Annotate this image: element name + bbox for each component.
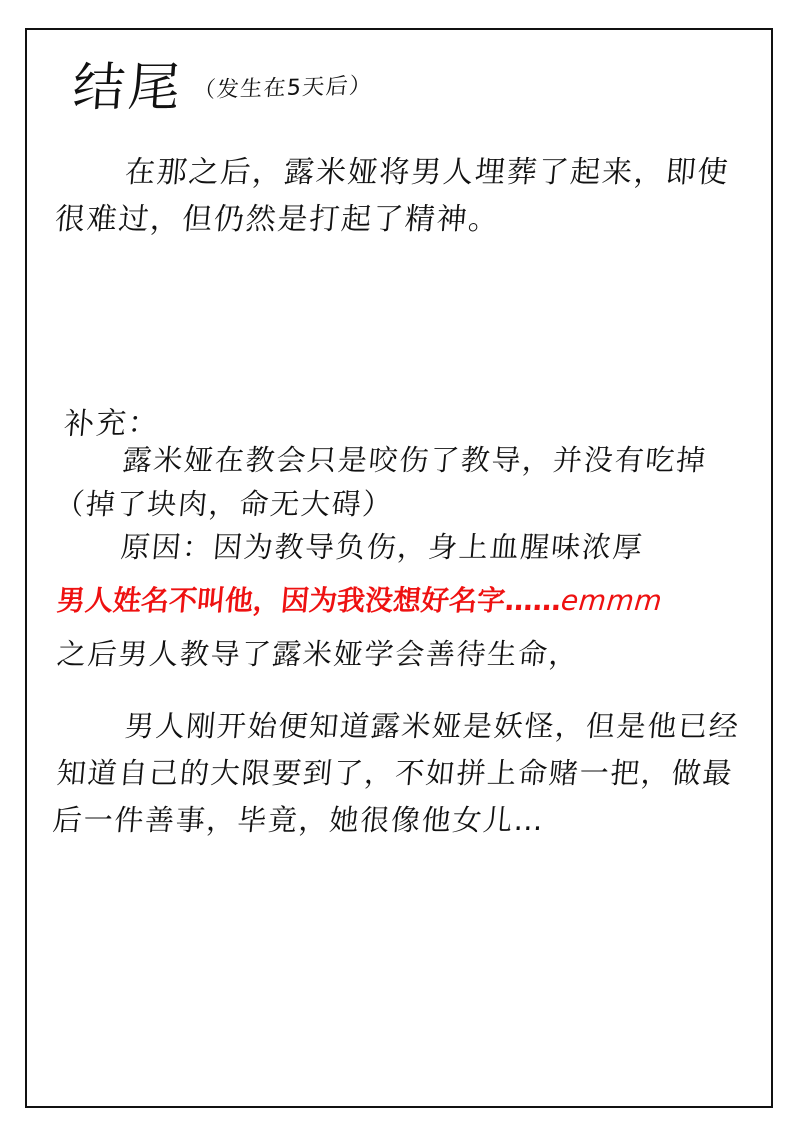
supplement-line-1: 露米娅在教会只是咬伤了教导，并没有吃掉（掉了块肉，命无大碍）	[53, 443, 709, 521]
red-annotation-tail: emmm	[559, 583, 664, 617]
last-block	[51, 703, 763, 844]
supplement-line-2: 原因：因为教导负伤，身上血腥味浓厚	[119, 530, 645, 564]
opening-paragraph: 在那之后，露米娅将男人埋葬了起来，即使很难过，但仍然是打起了精神。	[53, 155, 731, 237]
title-note: （发生在5天后）	[192, 73, 374, 104]
supplement-block	[53, 393, 757, 619]
after-line: 之后男人教导了露米娅学会善待生命，	[55, 637, 582, 672]
page-content	[25, 28, 773, 1108]
opening-block	[53, 150, 747, 243]
title-row	[70, 58, 747, 118]
red-annotation-text: 男人姓名不叫他，因为我没想好名字……	[55, 583, 563, 617]
red-annotation	[55, 582, 758, 620]
supplement-label: 补充：	[62, 405, 162, 443]
last-paragraph: 男人刚开始便知道露米娅是妖怪，但是他已经知道自己的大限要到了，不如拼上命赌一把，做最后一件善事，毕竟，她很像他女儿…	[51, 708, 742, 837]
blank-gap	[51, 243, 747, 393]
after-block	[57, 633, 757, 677]
page-title: 结尾	[70, 58, 186, 118]
